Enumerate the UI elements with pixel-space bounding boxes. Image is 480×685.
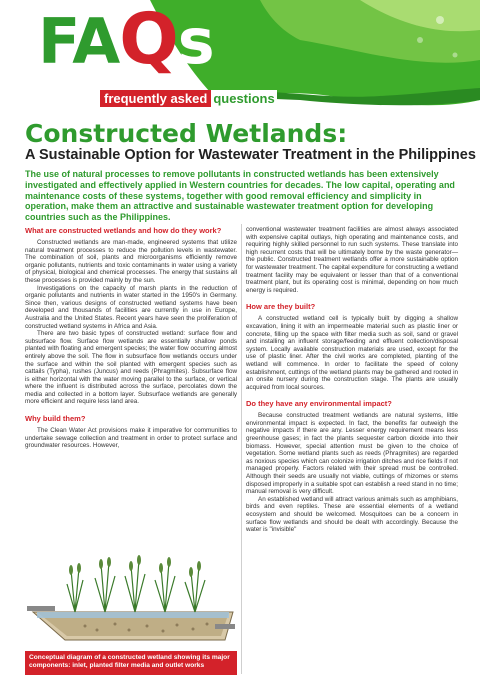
column-divider <box>241 224 242 674</box>
header-banner <box>0 0 480 110</box>
heading-how-built: How are they built? <box>246 302 316 312</box>
heading-what-are-wetlands: What are constructed wetlands and how do they work? <box>25 226 222 235</box>
logo-letter-q: Q <box>119 0 178 80</box>
paragraph: conventional wastewater treatment facilities are almost always associated with expensive capital outlays, high operating and maintenance costs, and requiring highly skilled personnel to run such systems. These translate into high recurrent costs that will be ultimately borne by the waste generator—the public. Constructed treatment wetlands offer a more sustainable option for wastewater treatment. The capital expenditure for constructing a wetland treatment facility may be equivalent or lesser than that of a conventional treatment plant, but its operating cost is minimal, depending on how much energy is required. <box>246 226 458 294</box>
logo-letter-s: s <box>177 5 214 78</box>
heading-environmental-impact: Do they have any environmental impact? <box>246 399 392 409</box>
paragraph: Investigations on the capacity of marsh plants in the reduction of organic pollutants and nutrients in water started in the 1950's in Germany. Since then, various designs of constructed wetland systems have been developed and thousands of facilities are currently in use in Europe, Australia and the United States. Recent years have seen the proliferation of constructed wetland systems in Africa and Asia. <box>25 284 237 330</box>
intro-paragraph: The use of natural processes to remove pollutants in constructed wetlands has been extensively investigated and effectively applied in Western countries for decades. The low capital, operating and maintenance costs of these systems, together with good removal efficiency and simplicity in operation, make them an attractive and sustainable wastewater treatment option for developing countries such as the Philippines. <box>25 169 455 223</box>
right-column <box>246 226 458 534</box>
wetland-diagram <box>25 540 237 650</box>
page-title: Constructed Wetlands: <box>25 119 348 148</box>
paragraph: There are two basic types of constructed wetland: surface flow and subsurface flow. Surface flow wetlands are essentially shallow ponds planted with floating and emergent species; the water flow occurring almost entirely above the soil. The flow in subsurface flow wetlands occurs under the surface and within the soil planted with emergent species such as cattails (Typha), rushes (Juncus) and reeds (Phragmites). Subsurface flow is either horizontal with the water moving parallel to the surface, or vertical where the influent is distributed across the surface, percolates down the media and collected in a bottom layer. Subsurface wetlands are generally more efficient and require less land area. <box>25 330 237 406</box>
heading-why-build: Why build them? <box>25 414 86 424</box>
faqs-logo <box>38 0 214 80</box>
logo-letter-f: F <box>38 5 73 78</box>
paragraph: Constructed wetlands are man-made, engineered systems that utilize natural treatment processes to reduce the pollution levels in wastewater. The combination of soil, plants and microorganisms efficiently remove organic pollutants, nutrients and toxic contaminants in water using a variety of physical, biological and chemical processes. The energy that sustains all these processes is provided mainly by the sun. <box>25 239 237 284</box>
wetland-diagram-image <box>25 540 237 650</box>
banner-questions: questions <box>213 90 275 106</box>
left-column <box>25 226 237 450</box>
paragraph: A constructed wetland cell is typically built by digging a shallow excavation, lining it with an impermeable material such as plastic liner or concrete, filling up the space with filter media such as soil, sand or gravel and installing an influent storage/feeding and effluent collection/disposal system. Locally available construction materials are used, except for the use of plastic liner. After the civil works are completed, planting of the wetland will commence. In order to facilitate the speed of colony establishment, cuttings of the wetland plants may be gathered and rooted in an onsite nursery during the construction stage. The plants are usually acquired from local sources. <box>246 315 458 391</box>
page-subtitle: A Sustainable Option for Wastewater Treatment in the Philippines <box>25 147 476 163</box>
logo-letter-a: A <box>72 5 120 78</box>
faq-subtitle-banner <box>100 89 277 107</box>
figure-caption: Conceptual diagram of a constructed wetland showing its major components: inlet, planted filter media and outlet works <box>25 651 237 675</box>
paragraph: The Clean Water Act provisions make it imperative for communities to undertake sewage collection and treatment in order to protect surface and groundwater resources. However, <box>25 427 237 450</box>
paragraph: Because constructed treatment wetlands are natural systems, little environmental impact is expected. In fact, the benefits far outweigh the negative impacts if there are any. Lesser energy requirement means less greenhouse gases; in fact the plants sequester carbon dioxide into their biomass. However, special attention must be given to the choice of vegetation. Some wetland plants such as reeds (Phragmites) are regarded as noxious species which can colonize irrigation ditches and rice fields if not managed properly. Factors related with their spread must be controlled. Although their seeds are usually not viable, cuttings of rhizomes or stems disposed improperly in a suitable spot can establish a reed stand in no time; manual removal is very difficult. <box>246 412 458 496</box>
banner-frequently-asked: frequently asked <box>100 90 211 107</box>
paragraph: An established wetland will attract various animals such as amphibians, birds and even reptiles. These are essential elements of a wetland ecosystem and should be welcomed. Mosquitoes can be a concern in surface flow wetlands and should be dealt with accordingly. Because the water is "invisible" <box>246 495 458 534</box>
